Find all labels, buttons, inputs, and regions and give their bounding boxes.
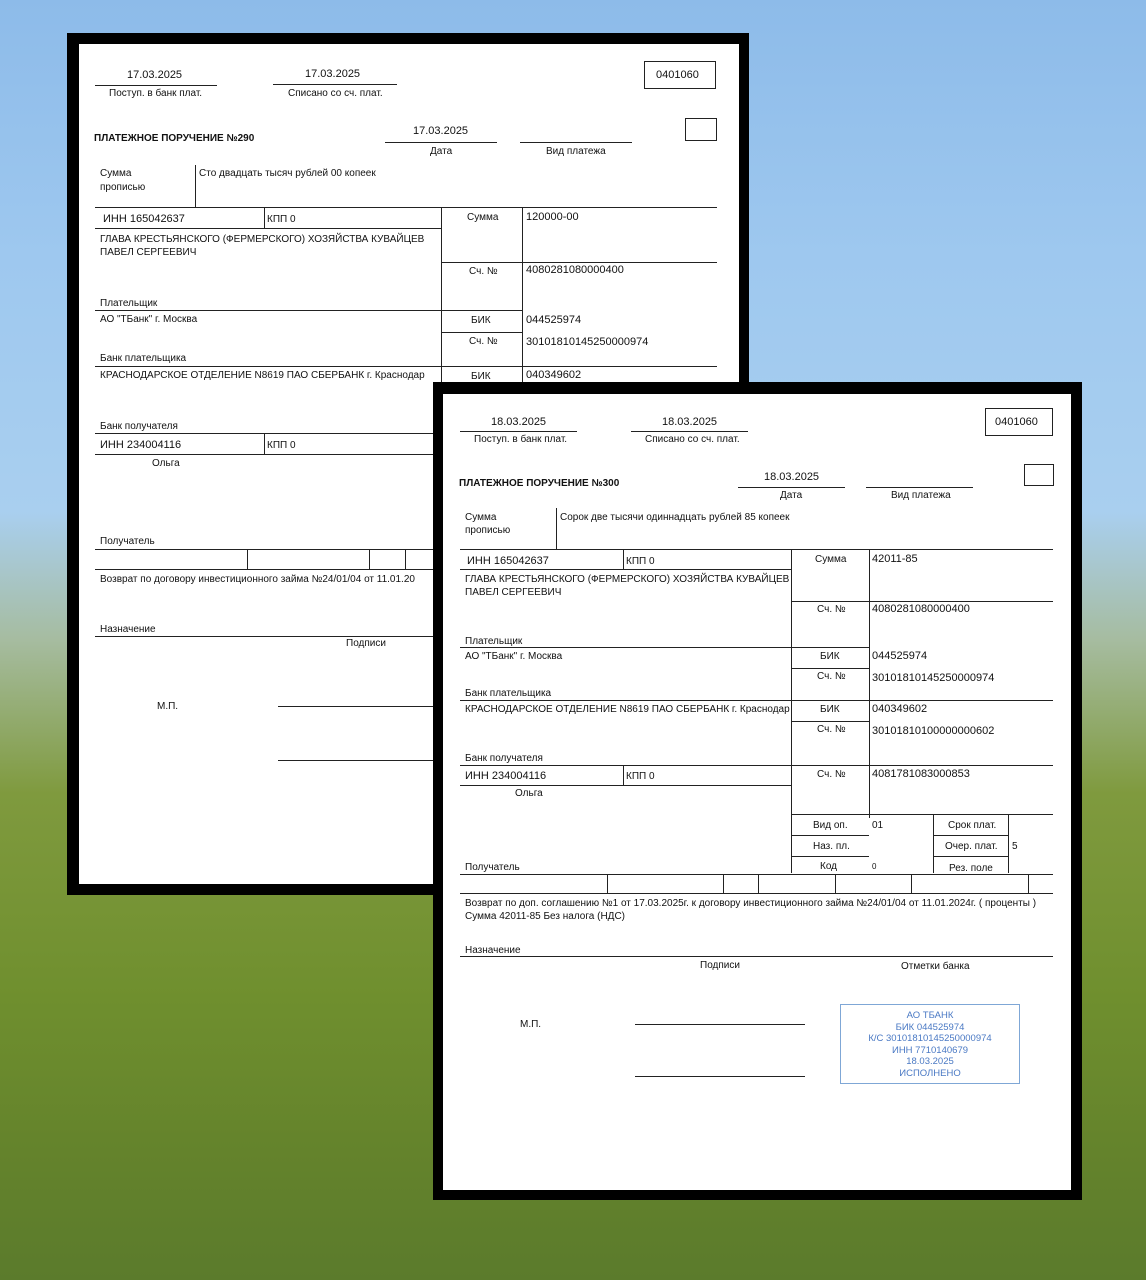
payer-bank-label: Банк плательщика (100, 353, 187, 364)
op-type-label: Вид оп. (813, 820, 848, 831)
recipient-bik-label: БИК (820, 704, 840, 715)
purpose-label: Назначение (100, 624, 156, 635)
signatures-label: Подписи (700, 960, 740, 971)
recipient-account: 4081781083000853 (872, 768, 970, 780)
document-date: 18.03.2025 (764, 471, 820, 483)
payment-order-300: 18.03.2025 Поступ. в банк плат. 18.03.2025 Списано со сч. плат. 0401060 ПЛАТЕЖНОЕ ПОРУЧЕНИЕ №300 18.03.2025 Дата Вид платежа Сумма прописью Сорок две тысячи одиннадцать рублей 85 копеек ИНН 165042637 КПП 0 Сумма 42011-85 ГЛАВА КРЕСТЬЯНСКОГО (ФЕРМЕРСКОГО) ХОЗЯЙСТВА КУВАЙЦЕВ ПАВЕЛ СЕРГЕЕВИЧ Сч. № 4080281080000400 Плательщик АО "ТБанк" г. Москва БИК 044525974 Сч. № 30101810145250000974 Банк плательщика КРАСНОДАРСКОЕ ОТДЕЛЕНИЕ N8619 ПАО СБЕРБАНК г. Краснодар БИК 040349602 Сч. № 30101810100000000602 Банк получателя ИНН 234004116 КПП 0 Сч. № 4081781083000853 Ольга Вид оп. 01 Срок плат. Наз. пл. Очер. плат. 5 Код 0 Рез. поле Получатель Возврат по доп. соглашению №1 от 17.03.2025г. к договору инвестиционного займа №24/01/04 от 11.01.2024г. ( проценты ) Сумма 42011-85 Без налога (НДС) Назначение Подписи Отметки банка М.П. АО ТБАНК БИК 044525974 К/С 30101810145250000974 ИНН 7710140679 18.03.2025 ИСПОЛНЕНО (443, 394, 1071, 1190)
recipient-account-label: Сч. № (817, 769, 846, 780)
stamp-corr-account: К/С 30101810145250000974 (868, 1033, 992, 1045)
recipient-bank: КРАСНОДАРСКОЕ ОТДЕЛЕНИЕ N8619 ПАО СБЕРБАНК г. Краснодар (465, 704, 790, 715)
recipient-bank: КРАСНОДАРСКОЕ ОТДЕЛЕНИЕ N8619 ПАО СБЕРБАНК г. Краснодар (100, 370, 425, 381)
recipient-name: Ольга (152, 458, 180, 469)
payer-account-label: Сч. № (469, 266, 498, 277)
amount-in-words: Сто двадцать тысяч рублей 00 копеек (199, 168, 376, 179)
amount-label: Сумма (815, 554, 847, 565)
amount-value: 120000-00 (526, 211, 579, 223)
form-code: 0401060 (656, 69, 699, 81)
purpose-label: Назначение (465, 945, 521, 956)
bank-execution-stamp (840, 1004, 1020, 1084)
bik-label: БИК (471, 315, 491, 326)
recipient-label: Получатель (465, 862, 520, 873)
empty-box (685, 118, 717, 141)
amount-value: 42011-85 (872, 553, 918, 565)
debited-label: Списано со сч. плат. (288, 88, 383, 99)
payment-type-label: Вид платежа (546, 146, 606, 157)
bik-label: БИК (820, 651, 840, 662)
recipient-bik-label: БИК (471, 371, 491, 382)
payer-inn: ИНН 165042637 (467, 555, 549, 567)
signature-line-1 (635, 1024, 805, 1025)
received-label: Поступ. в банк плат. (474, 434, 568, 445)
amount-words-label: Сумма (465, 512, 497, 523)
recipient-label: Получатель (100, 536, 155, 547)
payer-bank: АО "ТБанк" г. Москва (100, 314, 198, 325)
recipient-inn: ИНН 234004116 (465, 770, 547, 782)
stamp-date: 18.03.2025 (906, 1056, 954, 1068)
payer-name: ГЛАВА КРЕСТЬЯНСКОГО (ФЕРМЕРСКОГО) ХОЗЯЙСТВА КУВАЙЦЕВ (465, 574, 790, 585)
payer-kpp: КПП 0 (626, 556, 655, 567)
form-code: 0401060 (995, 416, 1038, 428)
seal-label: М.П. (157, 701, 179, 712)
signature-line-1 (278, 706, 448, 707)
recipient-bank-label: Банк получателя (465, 753, 543, 764)
payer-account-label: Сч. № (817, 604, 846, 615)
payer-bank-bik: 044525974 (872, 650, 928, 662)
signatures-label: Подписи (346, 638, 386, 649)
priority: 5 (1012, 841, 1018, 852)
received-label: Поступ. в банк плат. (109, 88, 203, 99)
stamp-bank-name: АО ТБАНК (906, 1010, 954, 1021)
purpose: Возврат по договору инвестиционного займа №24/01/04 от 11.01.20 (100, 574, 415, 585)
stamp-bik: БИК 044525974 (895, 1021, 965, 1033)
recipient-kpp: КПП 0 (626, 771, 655, 782)
payer-bank-label: Банк плательщика (465, 688, 552, 699)
recipient-inn: ИНН 234004116 (100, 439, 182, 451)
recipient-bank-label: Банк получателя (100, 421, 178, 432)
recipient-bank-corr: 30101810100000000602 (872, 725, 995, 737)
payer-account: 4080281080000400 (526, 264, 624, 276)
priority-label: Очер. плат. (945, 841, 998, 852)
debited-date: 17.03.2025 (305, 68, 361, 80)
document-title: ПЛАТЕЖНОЕ ПОРУЧЕНИЕ №290 (94, 133, 255, 144)
amount-words-label: Сумма (100, 168, 132, 179)
purpose-code-label: Наз. пл. (813, 841, 850, 852)
payer-account: 4080281080000400 (872, 603, 970, 615)
purpose: Возврат по доп. соглашению №1 от 17.03.2025г. к договору инвестиционного займа №24/01/04 от 11.01.2024г. ( проценты ) (465, 898, 1037, 909)
debited-label: Списано со сч. плат. (645, 434, 740, 445)
term-label: Срок плат. (948, 820, 997, 831)
payment-order-290: 17.03.2025 Поступ. в банк плат. 17.03.2025 Списано со сч. плат. 0401060 ПЛАТЕЖНОЕ ПОРУЧЕНИЕ №290 17.03.2025 Дата Вид платежа Сумма прописью Сто двадцать тысяч рублей 00 копеек ИНН 165042637 КПП 0 Сумма 120000-00 ГЛАВА КРЕСТЬЯНСКОГО (ФЕРМЕРСКОГО) ХОЗЯЙСТВА КУВАЙЦЕВ ПАВЕЛ СЕРГЕЕВИЧ Сч. № 4080281080000400 Плательщик АО "ТБанк" г. Москва БИК 044525974 Сч. № 30101810145250000974 Банк плательщика КРАСНОДАРСКОЕ ОТДЕЛЕНИЕ N8619 ПАО СБЕРБАНК г. Краснодар БИК 040349602 Банк получателя ИНН 234004116 КПП 0 Ольга Получатель Возврат по договору инвестиционного займа №24/01/04 от 11.01.20 Назначение Подписи М.П. (79, 44, 739, 884)
signature-line-2 (635, 1076, 805, 1077)
code-label: Код (820, 861, 838, 872)
payer-bank-bik: 044525974 (526, 314, 582, 326)
payer-bank-corr: 30101810145250000974 (872, 672, 995, 684)
signature-line-2 (278, 760, 448, 761)
amount-in-words: Сорок две тысячи одиннадцать рублей 85 копеек (560, 512, 790, 523)
corr-account-label: Сч. № (469, 336, 498, 347)
payer-bank-corr: 30101810145250000974 (526, 336, 649, 348)
payment-type-label: Вид платежа (891, 490, 951, 501)
recipient-name: Ольга (515, 788, 543, 799)
payer-label: Плательщик (465, 636, 523, 647)
op-type: 01 (872, 820, 884, 831)
debited-date: 18.03.2025 (662, 416, 718, 428)
document-date: 17.03.2025 (413, 125, 469, 137)
received-date: 18.03.2025 (491, 416, 547, 428)
date-label: Дата (780, 490, 803, 501)
corr-account-label: Сч. № (817, 671, 846, 682)
recipient-corr-label: Сч. № (817, 724, 846, 735)
received-date: 17.03.2025 (127, 69, 183, 81)
date-label: Дата (430, 146, 453, 157)
amount-label: Сумма (467, 212, 499, 223)
bank-marks-label: Отметки банка (901, 961, 970, 972)
code: 0 (872, 862, 877, 871)
recipient-bank-bik: 040349602 (872, 703, 928, 715)
seal-label: М.П. (520, 1019, 542, 1030)
empty-box (1024, 464, 1054, 486)
payer-kpp: КПП 0 (267, 214, 296, 225)
stamp-inn: ИНН 7710140679 (891, 1044, 969, 1056)
document-title: ПЛАТЕЖНОЕ ПОРУЧЕНИЕ №300 (459, 478, 620, 489)
stamp-status: ИСПОЛНЕНО (899, 1067, 961, 1079)
payer-bank: АО "ТБанк" г. Москва (465, 651, 563, 662)
reserve-label: Рез. поле (949, 863, 993, 874)
payer-label: Плательщик (100, 298, 158, 309)
payer-name: ГЛАВА КРЕСТЬЯНСКОГО (ФЕРМЕРСКОГО) ХОЗЯЙСТВА КУВАЙЦЕВ (100, 234, 425, 245)
payer-inn: ИНН 165042637 (103, 213, 185, 225)
recipient-kpp: КПП 0 (267, 440, 296, 451)
recipient-bank-bik: 040349602 (526, 369, 582, 381)
